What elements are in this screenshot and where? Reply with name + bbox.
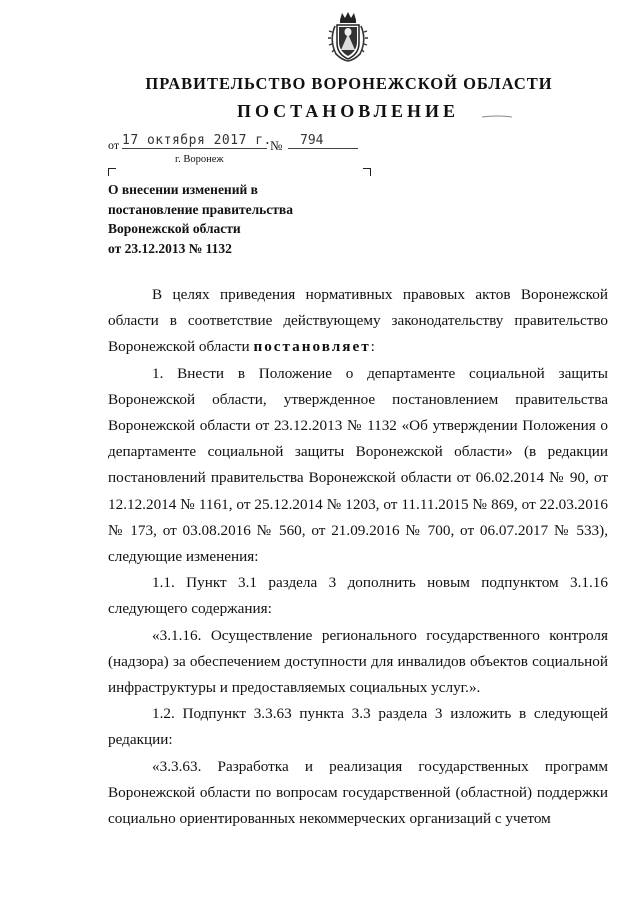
voronezh-coat-of-arms-icon [326,10,370,64]
preamble-colon: : [370,338,375,356]
paragraph-item-1-2: 1.2. Подпункт 3.3.63 пункта 3.3 раздела 3 изложить в следующей редакции: [108,705,608,749]
number-sign: № [270,138,283,153]
document-subject [108,180,338,258]
government-name: ПРАВИТЕЛЬСТВО ВОРОНЕЖСКОЙ ОБЛАСТИ [145,74,553,93]
subject-line: постановление правительства [108,201,293,217]
paragraph-quote-3-1-16: «3.1.16. Осуществление регионального государственного контроля (надзора) за обеспечением доступности для инвалидов объектов социальной инфраструктуры и предоставляемых социальных услуг.». [108,626,608,697]
paragraph-item-1: 1. Внести в Положение о департаменте социальной защиты Воронежской области, утвержденное постановлением правительства Воронежской области от 23.12.2013 № 1132 «Об утверждении Положения о департаменте социальной защиты Воронежской области» (в редакции постановлений правительства Воронежской области от 06.02.2014 № 90, от 12.12.2014 № 1161, от 25.12.2014 № 1203, от 11.11.2015 № 869, от 22.03.2016 № 173, от 03.08.2016 № 560, от 21.09.2016 № 700, от 06.07.2017 № 533), следующие изменения: [108,364,608,566]
document-type: ПОСТАНОВЛЕНИЕ [236,101,460,121]
date-prefix: от [108,138,120,152]
preamble-text: В целях приведения нормативных правовых актов Воронежской области в соответствие действующему законодательству правительство Воронежской области [108,286,608,356]
margin-mark [482,115,512,119]
paragraph-quote-3-3-63: «3.3.63. Разработка и реализация государственных программ Воронежской области по вопросам государственной (областной) поддержки социально ориентированных некоммерческих организаций с учетом [108,757,608,828]
city: г. Воронеж [175,154,224,165]
subject-corner-right [363,168,371,176]
paragraph-preamble [108,282,608,361]
subject-line: от 23.12.2013 № 1132 [108,240,232,256]
document-body [108,282,608,832]
document-date: 17 октября 2017 г. [122,133,272,148]
paragraph-item-1-1: 1.1. Пункт 3.1 раздела 3 дополнить новым подпунктом 3.1.16 следующего содержания: [108,574,608,618]
subject-corner-left [108,168,116,176]
decrees-word: постановляет [253,338,371,356]
subject-line: Воронежской области [108,221,241,236]
date-number-line [108,133,368,155]
document-number: 794 [288,133,358,149]
subject-line: О внесении изменений в [108,182,258,197]
